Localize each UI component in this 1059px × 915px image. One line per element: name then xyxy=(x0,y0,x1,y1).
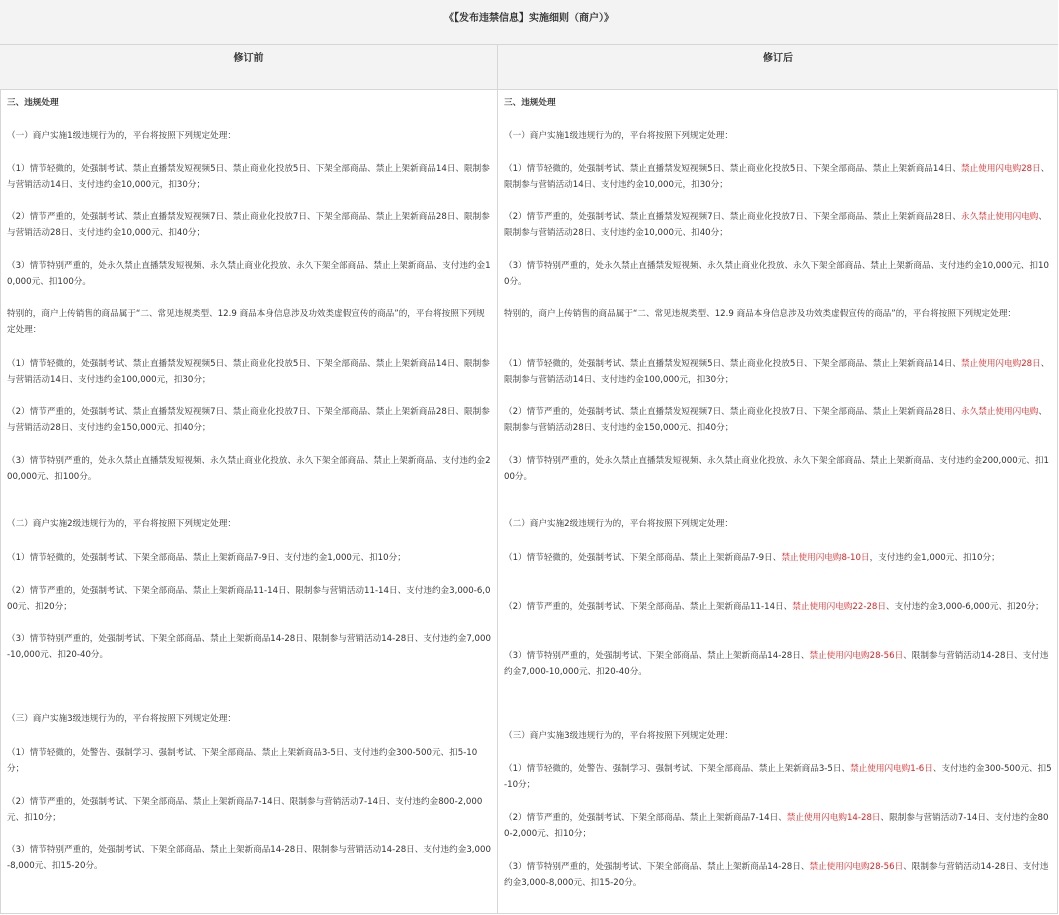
title-row xyxy=(0,0,1058,45)
highlight-change: 永久禁止使用闪电购 xyxy=(961,212,1039,222)
level2-serious xyxy=(504,599,1052,615)
highlight-change: 禁止使用闪电购28-56日 xyxy=(809,651,904,661)
text-segment: 、限制参与营销活动28日、支付违约金150,000元、扣40分； xyxy=(504,407,1047,433)
level1-intro: （一）商户实施1级违规行为的，平台将按照下列规定处理： xyxy=(7,131,236,141)
special-intro: 特别的，商户上传销售的商品属于“二、常见违规类型、12.9 商品本身信息涉及功效类虚假宣传的商品”的，平台将按照下列规定处理： xyxy=(7,309,485,335)
level2-minor xyxy=(504,550,1052,566)
highlight-change: 禁止使用闪电购28日 xyxy=(961,359,1041,369)
level1-minor: （1）情节轻微的，处强制考试、禁止直播禁发短视频5日、禁止商业化投放5日、下架全部商品、禁止上架新商品14日、限制参与营销活动14日、支付违约金10,000元，扣30分； xyxy=(7,164,490,190)
column-header-row xyxy=(0,45,1058,90)
level1-severe: （3）情节特别严重的，处永久禁止直播禁发短视频、永久禁止商业化投放、永久下架全部商品、禁止上架新商品、支付违约金10,000元、扣100分。 xyxy=(7,261,491,287)
text-segment: 、限制参与营销活动14-28日、支付违约金7,000-10,000元、扣20-40分。 xyxy=(504,651,1049,677)
text-segment: 、限制参与营销活动14-28日、支付违约金3,000-8,000元、扣15-20分。 xyxy=(504,862,1049,888)
level2-intro: （二）商户实施2级违规行为的，平台将按照下列规定处理： xyxy=(504,519,733,529)
text-segment: （1）情节轻微的，处强制考试、下架全部商品、禁止上架新商品7-9日、 xyxy=(504,553,782,563)
text-segment: 、限制参与营销活动14日、支付违约金10,000元，扣30分； xyxy=(504,164,1050,190)
level1-serious: （2）情节严重的，处强制考试、禁止直播禁发短视频7日、禁止商业化投放7日、下架全部商品、禁止上架新商品28日、限制参与营销活动28日、支付违约金10,000元、扣40分； xyxy=(7,212,490,238)
level1-severe: （3）情节特别严重的，处永久禁止直播禁发短视频、永久禁止商业化投放、永久下架全部商品、禁止上架新商品、支付违约金10,000元、扣100分。 xyxy=(504,261,1049,287)
level2-minor: （1）情节轻微的，处强制考试、下架全部商品、禁止上架新商品7-9日、支付违约金1,000元、扣10分； xyxy=(7,553,406,563)
level3-intro: （三）商户实施3级违规行为的，平台将按照下列规定处理： xyxy=(7,714,236,724)
level3-intro: （三）商户实施3级违规行为的，平台将按照下列规定处理： xyxy=(504,731,733,741)
level2-severe xyxy=(504,648,1052,680)
text-segment: （2）情节严重的，处强制考试、下架全部商品、禁止上架新商品11-14日、 xyxy=(504,602,793,612)
special-intro: 特别的，商户上传销售的商品属于“二、常见违规类型、12.9 商品本身信息涉及功效类虚假宣传的商品”的，平台将按照下列规定处理： xyxy=(504,309,1017,319)
level2-severe: （3）情节特别严重的，处强制考试、下架全部商品、禁止上架新商品14-28日、限制参与营销活动14-28日、支付违约金7,000-10,000元、扣20-40分。 xyxy=(7,634,491,660)
column-header-after: 修订后 xyxy=(763,53,793,64)
level3-serious: （2）情节严重的，处强制考试、下架全部商品、禁止上架新商品7-14日、限制参与营销活动7-14日、支付违约金800-2,000元、扣10分； xyxy=(7,797,483,823)
text-segment: 、限制参与营销活动28日、支付违约金10,000元、扣40分； xyxy=(504,212,1047,238)
special-severe: （3）情节特别严重的，处永久禁止直播禁发短视频、永久禁止商业化投放、永久下架全部商品、禁止上架新商品、支付违约金200,000元、扣100分。 xyxy=(504,456,1049,482)
level2-serious: （2）情节严重的，处强制考试、下架全部商品、禁止上架新商品11-14日、限制参与营销活动11-14日、支付违约金3,000-6,000元、扣20分； xyxy=(7,586,491,612)
text-segment: （2）情节严重的，处强制考试、禁止直播禁发短视频7日、禁止商业化投放7日、下架全部商品、禁止上架新商品28日、 xyxy=(504,407,962,417)
highlight-change: 禁止使用闪电购14-28日 xyxy=(786,813,881,823)
text-segment: （3）情节特别严重的，处强制考试、下架全部商品、禁止上架新商品14-28日、 xyxy=(504,651,810,661)
special-minor xyxy=(504,356,1052,388)
level1-minor xyxy=(504,161,1052,193)
level3-severe: （3）情节特别严重的，处强制考试、下架全部商品、禁止上架新商品14-28日、限制参与营销活动14-28日、支付违约金3,000-8,000元、扣15-20分。 xyxy=(7,845,491,871)
special-serious xyxy=(504,404,1052,436)
text-segment: 、限制参与营销活动14日、支付违约金100,000元，扣30分； xyxy=(504,359,1050,385)
text-segment: （2）情节严重的，处强制考试、下架全部商品、禁止上架新商品7-14日、 xyxy=(504,813,787,823)
level3-serious xyxy=(504,810,1052,842)
level1-intro: （一）商户实施1级违规行为的，平台将按照下列规定处理： xyxy=(504,131,733,141)
section-heading: 三、违规处理 xyxy=(504,98,556,108)
text-segment: 、支付违约金300-500元、扣5-10分； xyxy=(504,764,1052,790)
highlight-change: 禁止使用闪电购28-56日 xyxy=(809,862,904,872)
text-segment: 、限制参与营销活动7-14日、支付违约金800-2,000元、扣10分； xyxy=(504,813,1049,839)
highlight-change: 禁止使用闪电购22-28日 xyxy=(792,602,886,612)
text-segment: ，支付违约金1,000元、扣10分； xyxy=(869,553,1000,563)
level3-minor: （1）情节轻微的，处警告、强制学习、强制考试、下架全部商品、禁止上架新商品3-5日、支付违约金300-500元、扣5-10分； xyxy=(7,748,478,774)
level3-severe xyxy=(504,859,1052,891)
special-severe: （3）情节特别严重的，处永久禁止直播禁发短视频、永久禁止商业化投放、永久下架全部商品、禁止上架新商品、支付违约金200,000元、扣100分。 xyxy=(7,456,491,482)
level1-serious xyxy=(504,209,1052,241)
level3-minor xyxy=(504,761,1052,793)
text-segment: （1）情节轻微的，处警告、强制学习、强制考试、下架全部商品、禁止上架新商品3-5日、 xyxy=(504,764,851,774)
text-segment: （3）情节特别严重的，处强制考试、下架全部商品、禁止上架新商品14-28日、 xyxy=(504,862,810,872)
highlight-change: 禁止使用闪电购8-10日 xyxy=(781,553,870,563)
document-title: 《【发布违禁信息】实施细则（商户）》 xyxy=(444,13,614,24)
section-heading: 三、违规处理 xyxy=(7,98,59,108)
highlight-change: 永久禁止使用闪电购 xyxy=(961,407,1039,417)
special-minor: （1）情节轻微的，处强制考试、禁止直播禁发短视频5日、禁止商业化投放5日、下架全部商品、禁止上架新商品14日、限制参与营销活动14日、支付违约金100,000元，扣30分； xyxy=(7,359,490,385)
level2-intro: （二）商户实施2级违规行为的，平台将按照下列规定处理： xyxy=(7,519,236,529)
text-segment: 、支付违约金3,000-6,000元、扣20分； xyxy=(886,602,1044,612)
text-segment: （1）情节轻微的，处强制考试、禁止直播禁发短视频5日、禁止商业化投放5日、下架全部商品、禁止上架新商品14日、 xyxy=(504,359,962,369)
highlight-change: 禁止使用闪电购28日 xyxy=(961,164,1041,174)
text-segment: （1）情节轻微的，处强制考试、禁止直播禁发短视频5日、禁止商业化投放5日、下架全部商品、禁止上架新商品14日、 xyxy=(504,164,962,174)
column-header-before: 修订前 xyxy=(233,53,264,64)
highlight-change: 禁止使用闪电购1-6日 xyxy=(850,764,933,774)
text-segment: （2）情节严重的，处强制考试、禁止直播禁发短视频7日、禁止商业化投放7日、下架全部商品、禁止上架新商品28日、 xyxy=(504,212,962,222)
column-divider xyxy=(497,45,498,914)
special-serious: （2）情节严重的，处强制考试、禁止直播禁发短视频7日、禁止商业化投放7日、下架全部商品、禁止上架新商品28日、限制参与营销活动28日、支付违约金150,000元、扣40分； xyxy=(7,407,490,433)
